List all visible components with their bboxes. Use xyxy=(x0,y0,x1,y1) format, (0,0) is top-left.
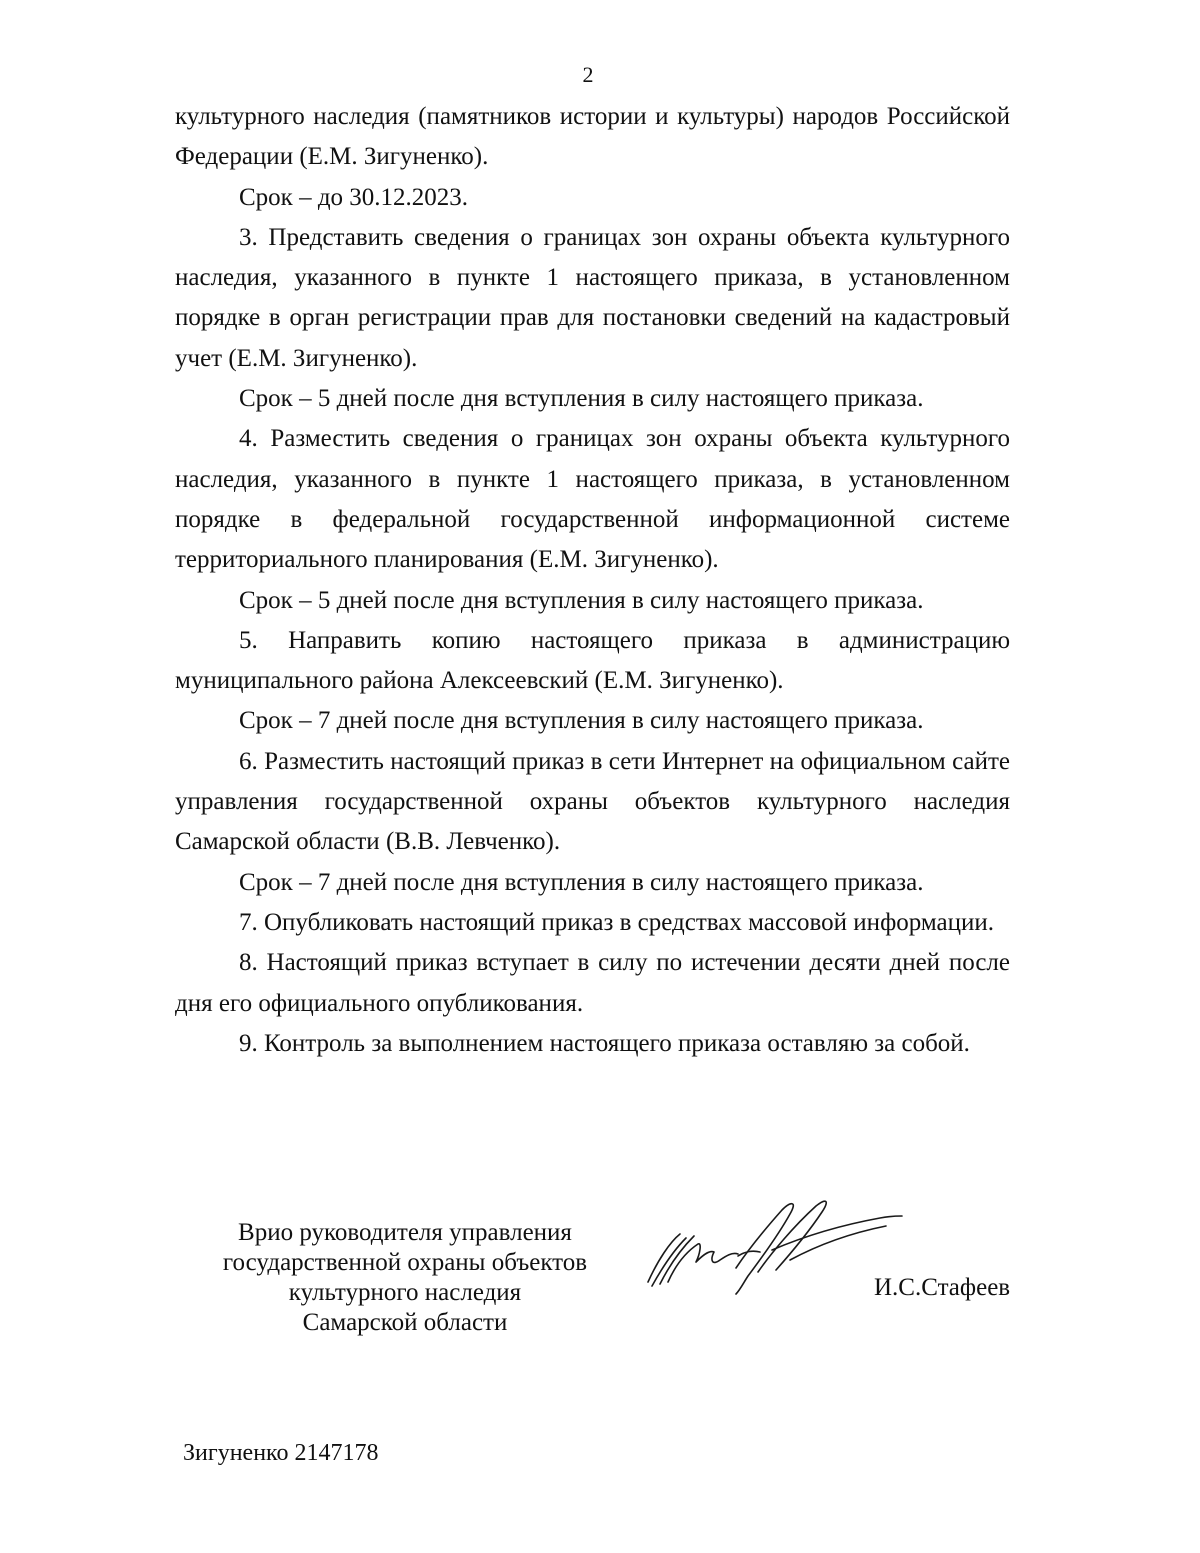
signatory-title-line: культурного наследия xyxy=(288,1279,522,1306)
deadline-paragraph: Срок – 7 дней после дня вступления в силу настоящего приказа. xyxy=(239,868,924,896)
signatory-title xyxy=(195,1218,615,1338)
order-item-3: 3. Представить сведения о границах зон охраны объекта культурного наследия, указанного в пункте 1 настоящего приказа, в установленном порядке в орган регистрации прав для постановки сведений на кадастровый учет (Е.М. Зигуненко). xyxy=(175,223,1010,372)
order-body xyxy=(175,97,1010,1064)
order-item-7: 7. Опубликовать настоящий приказ в средствах массовой информации. xyxy=(239,908,995,936)
deadline-paragraph: Срок – 5 дней после дня вступления в силу настоящего приказа. xyxy=(239,586,924,614)
deadline-paragraph: Срок – 5 дней после дня вступления в силу настоящего приказа. xyxy=(239,385,924,413)
signer-name: И.С.Стафеев xyxy=(874,1274,1011,1301)
order-item-5: 5. Направить копию настоящего приказа в администрацию муниципального района Алексеевский (Е.М. Зигуненко). xyxy=(175,626,1010,695)
page-number: 2 xyxy=(582,62,594,87)
order-item-8: 8. Настоящий приказ вступает в силу по истечении десяти дней после дня его официального опубликования. xyxy=(175,949,1010,1017)
deadline-paragraph: Срок – 7 дней после дня вступления в силу настоящего приказа. xyxy=(239,707,924,735)
handwritten-signature xyxy=(640,1190,910,1310)
executor-contact: Зигуненко 2147178 xyxy=(183,1440,379,1466)
paragraph-continuation: культурного наследия (памятников истории и культуры) народов Российской Федерации (Е.М. Зигуненко). xyxy=(175,103,1010,171)
deadline-paragraph: Срок – до 30.12.2023. xyxy=(239,183,469,211)
order-item-9: 9. Контроль за выполнением настоящего приказа оставляю за собой. xyxy=(239,1029,970,1057)
order-item-6: 6. Разместить настоящий приказ в сети Интернет на официальном сайте управления государственной охраны объектов культурного наследия Самарской области (В.В. Левченко). xyxy=(175,747,1010,856)
order-item-4: 4. Разместить сведения о границах зон охраны объекта культурного наследия, указанного в пункте 1 настоящего приказа, в установленном порядке в федеральной государственной информационной системе территориального планирования (Е.М. Зигуненко). xyxy=(175,425,1010,574)
signatory-title-line: Самарской области xyxy=(302,1309,508,1336)
signatory-title-line: Врио руководителя управления xyxy=(238,1219,572,1246)
signatory-title-line: государственной охраны объектов xyxy=(222,1249,588,1276)
